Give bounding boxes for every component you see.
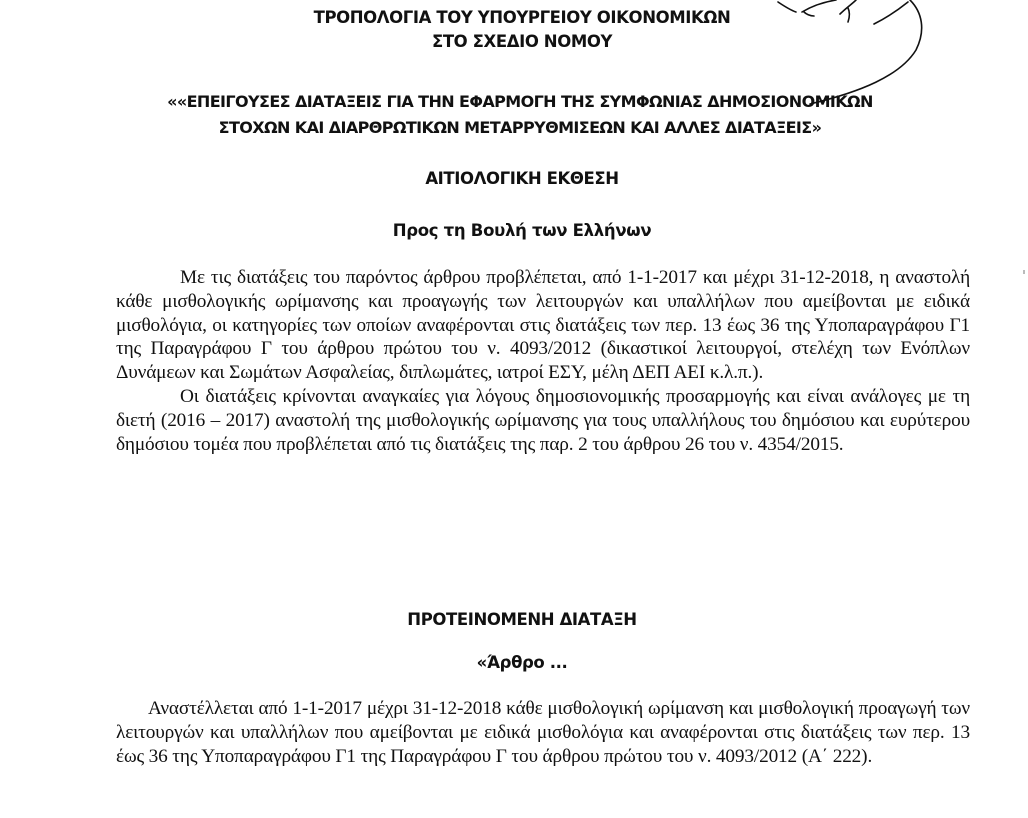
bill-title-line-2: ΣΤΟΧΩΝ ΚΑΙ ΔΙΑΡΘΡΩΤΙΚΩΝ ΜΕΤΑΡΡΥΘΜΙΣΕΩΝ ΚΑΙ ΑΛΛΕΣ ΔΙΑΤΑΞΕΙΣ» — [218, 118, 822, 137]
addressee-heading: Προς τη Βουλή των Ελλήνων — [392, 221, 652, 240]
report-paragraph: Με τις διατάξεις του παρόντος άρθρου προβλέπεται, από 1-1-2017 και μέχρι 31-12-2018, η αναστολή κάθε μισθολογικής ωρίμανσης και προαγωγής των λειτουργών και υπαλλήλων που αμείβονται με ειδικά μισθολόγια, οι κατηγορίες των οποίων αναφέρονται στις διατάξεις των περ. 13 έως 36 της Υποπαραγράφου Γ1 της Παραγράφου Γ του άρθρου πρώτου του ν. 4093/2012 (δικαστικοί λειτουργοί, στελέχη των Ενόπλων Δυνάμεων και Σωμάτων Ασφαλείας, διπλωμάτες, ιατροί ΕΣΥ, μέλη ΔΕΠ ΑΕΙ κ.λ.π.). — [116, 267, 970, 384]
proposed-provision-body — [116, 697, 970, 768]
bill-title-line-1: ««ΕΠΕΙΓΟΥΣΕΣ ΔΙΑΤΑΞΕΙΣ ΓΙΑ ΤΗΝ ΕΦΑΡΜΟΓΗ ΤΗΣ ΣΥΜΦΩΝΙΑΣ ΔΗΜΟΣΙΟΝΟΜΙΚΩΝ — [167, 92, 873, 111]
proposed-provision-heading: ΠΡΟΤΕΙΝΟΜΕΝΗ ΔΙΑΤΑΞΗ — [407, 610, 637, 629]
bill-title — [6, 89, 1028, 141]
scan-edge-mark — [1023, 270, 1025, 274]
document-title — [8, 6, 1028, 54]
report-paragraph: Οι διατάξεις κρίνονται αναγκαίες για λόγους δημοσιονομικής προσαρμογής και είναι ανάλογες με τη διετή (2016 – 2017) αναστολή της μισθολογικής ωρίμανσης για τους υπαλλήλους του δημόσιου και ευρύτερου δημόσιου τομέα που προβλέπεται από τις διατάξεις της παρ. 2 του άρθρου 26 του ν. 4354/2015. — [116, 385, 970, 455]
title-line-1: ΤΡΟΠΟΛΟΓΙΑ ΤΟΥ ΥΠΟΥΡΓΕΙΟΥ ΟΙΚΟΝΟΜΙΚΩΝ — [313, 8, 731, 27]
provision-paragraph: Αναστέλλεται από 1-1-2017 μέχρι 31-12-2018 κάθε μισθολογική ωρίμανση και μισθολογική προαγωγή των λειτουργών και υπαλλήλων που αμείβονται με ειδικά μισθολόγια και αναφέρονται στις διατάξεις των περ. 13 έως 36 της Υποπαραγράφου Γ1 της Παραγράφου Γ του άρθρου πρώτου του ν. 4093/2012 (Α΄ 222). — [116, 698, 970, 767]
article-label: «Άρθρο ... — [476, 653, 568, 672]
title-line-2: ΣΤΟ ΣΧΕΔΙΟ ΝΟΜΟΥ — [431, 32, 613, 51]
explanatory-report-heading: ΑΙΤΙΟΛΟΓΙΚΗ ΕΚΘΕΣΗ — [425, 169, 619, 188]
explanatory-report-body — [116, 266, 970, 456]
